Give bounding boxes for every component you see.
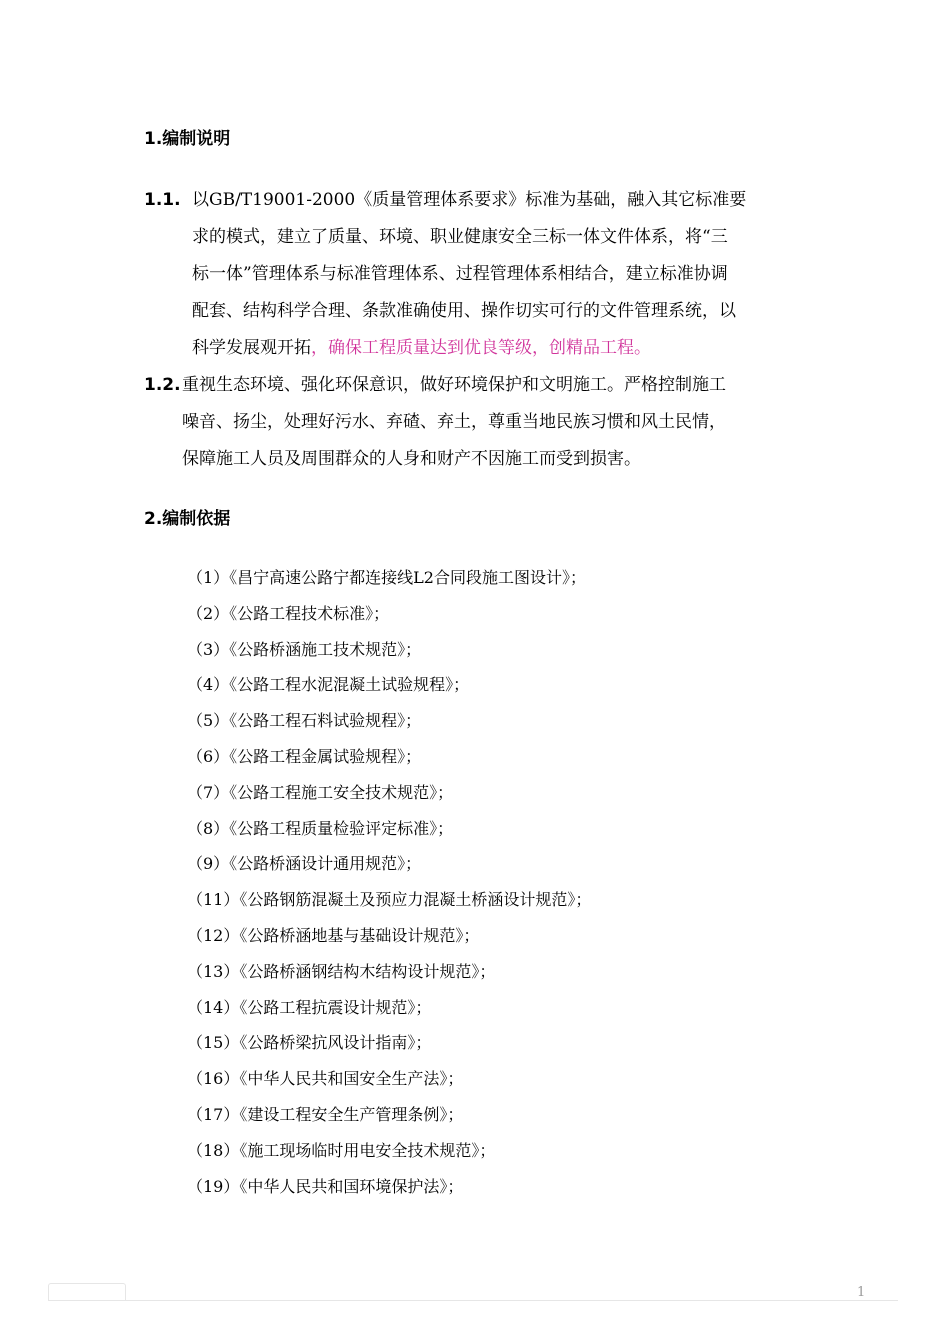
paragraph-line: [192, 330, 746, 367]
section-heading-2: 2.编制依据: [144, 509, 231, 529]
paragraph-number: 1.2.: [144, 375, 181, 395]
paragraph-line: 重视生态环境、强化环保意识，做好环境保护和文明施工。严格控制施工: [182, 375, 726, 395]
paragraph-line: 噪音、扬尘，处理好污水、弃碴、弃土，尊重当地民族习惯和风土民情，: [182, 412, 726, 432]
reference-item: （11）《公路钢筋混凝土及预应力混凝土桥涵设计规范》；: [187, 890, 592, 910]
section-heading-1: 1.编制说明: [144, 129, 231, 149]
reference-item: （4）《公路工程水泥混凝土试验规程》；: [187, 675, 470, 695]
paragraph-1-1: [144, 182, 746, 367]
reference-list: [187, 566, 591, 1210]
paragraph-line: 以GB/T19001-2000《质量管理体系要求》标准为基础，融入其它标准要: [192, 190, 747, 210]
reference-item: （15）《公路桥梁抗风设计指南》；: [187, 1033, 432, 1053]
reference-item: （8）《公路工程质量检验评定标准》；: [187, 818, 454, 838]
reference-item: （12）《公路桥涵地基与基础设计规范》；: [187, 925, 480, 945]
reference-item: （5）《公路工程石料试验规程》；: [187, 711, 422, 731]
paragraph-line-part: 科学发展观开拓: [192, 338, 311, 358]
reference-item: （3）《公路桥涵施工技术规范》；: [187, 639, 422, 659]
paragraph-number: 1.1.: [144, 190, 181, 210]
reference-item: （6）《公路工程金属试验规程》；: [187, 746, 422, 766]
reference-item: （17）《建设工程安全生产管理条例》；: [187, 1104, 464, 1124]
paragraph-line-part: ，确保工程质量达到优良等级，创精品工程。: [311, 338, 651, 358]
reference-item: （9）《公路桥涵设计通用规范》；: [187, 854, 422, 874]
reference-item: （16）《中华人民共和国安全生产法》；: [187, 1069, 464, 1089]
reference-item: （19）《中华人民共和国环境保护法》；: [187, 1176, 464, 1196]
paragraph-1-2: [144, 367, 726, 478]
footer-divider: [48, 1300, 898, 1301]
reference-item: （14）《公路工程抗震设计规范》；: [187, 997, 432, 1017]
page-number: 1: [857, 1285, 866, 1300]
paragraph-line: 保障施工人员及周围群众的人身和财产不因施工而受到损害。: [182, 449, 641, 469]
reference-item: （1）《昌宁高速公路宁都连接线L2合同段施工图设计》；: [187, 568, 586, 587]
paragraph-line: 标一体”管理体系与标准管理体系、过程管理体系相结合，建立标准协调: [192, 264, 728, 284]
reference-item: （2）《公路工程技术标准》；: [187, 603, 390, 623]
reference-item: （13）《公路桥涵钢结构木结构设计规范》；: [187, 961, 496, 981]
paragraph-line: 求的模式，建立了质量、环境、职业健康安全三标一体文件体系，将“三: [192, 227, 728, 247]
reference-item: （18）《施工现场临时用电安全技术规范》；: [187, 1140, 496, 1160]
paragraph-line: 配套、结构科学合理、条款准确使用、操作切实可行的文件管理系统，以: [192, 301, 736, 321]
reference-item: （7）《公路工程施工安全技术规范》；: [187, 782, 454, 802]
footer-tab: [48, 1283, 126, 1301]
